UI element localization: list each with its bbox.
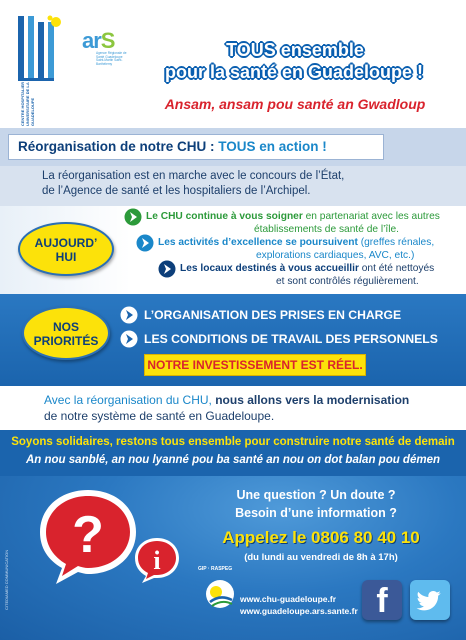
today-item-3-line2: et sont contrôlés régulièrement. [276,276,419,287]
today-badge-label: AUJOURD’ HUI [34,236,98,264]
question-line-2: Besoin d’une information ? [235,506,397,520]
twitter-icon[interactable] [410,580,450,620]
facebook-icon[interactable]: f [362,580,402,620]
question-bubble-icon [34,486,142,586]
gip-raspeg-label: GIP · RASPEG [198,566,233,572]
investment-text: NOTRE INVESTISSEMENT EST RÉEL. [147,358,363,372]
ars-logo [82,28,132,68]
today-item-2: Les activités d’excellence se poursuivent (greffes rénales, [158,237,435,248]
intro-text: La réorganisation est en marche avec le concours de l’État, de l’Agence de santé et les hospitaliers de l’Archipel. [42,170,345,197]
url-ars[interactable]: www.guadeloupe.ars.sante.fr [240,606,358,616]
phone-number[interactable]: Appelez le 0806 80 40 10 [222,528,420,547]
today-badge [18,222,114,276]
solidarity-french: Soyons solidaires, restons tous ensemble pour construire notre santé de demain [11,436,455,448]
info-bubble-icon [132,536,182,584]
today-item-1: Le CHU continue à vous soigner en partenariat avec les autres [146,211,440,222]
svg-text:?: ? [72,506,104,564]
priorities-badge-label: NOS PRIORITÉS [33,320,99,348]
gip-raspeg-logo [200,572,240,612]
question-line-1: Une question ? Un doute ? [236,488,396,502]
priorities-badge [22,306,110,360]
creole-subtitle: Ansam, ansam pou santé an Gwadloup [164,96,426,112]
svg-text:i: i [153,546,161,575]
chevron-right-icon [120,330,138,348]
solidarity-creole: An nou sanblé, an nou lyanné pou ba santé an nou on dot balan pou démen [25,454,441,466]
credits: CITEDIAMED COMMUNICATION [4,549,9,610]
main-title-line2: pour la santé en Guadeloupe ! [164,62,424,82]
opening-hours: (du lundi au vendredi de 8h à 17h) [244,552,398,563]
chevron-right-icon [158,260,176,278]
priority-item-2: LES CONDITIONS DE TRAVAIL DES PERSONNELS [144,332,438,346]
today-item-1-line2: établissements de santé de l’île. [254,224,399,235]
main-title-line1: TOUS ensemble [226,40,364,60]
url-chu[interactable]: www.chu-guadeloupe.fr [240,594,337,604]
chevron-right-icon [136,234,154,252]
today-item-3: Les locaux destinés à vous accueillir ont été nettoyés [180,263,435,274]
chu-logo-text: CENTRE HOSPITALIER UNIVERSITAIRE DE LA GUADELOUPE [20,81,35,126]
ars-logo-wordmark: arS [82,28,115,53]
today-item-2-line2: explorations cardiaques, AVC, etc.) [256,250,415,261]
chevron-right-icon [124,208,142,226]
ars-logo-subtitle: Agence Régionale de Santé Guadeloupe Saint-Martin Saint-Barthélemy [96,51,127,66]
priority-item-1: L’ORGANISATION DES PRISES EN CHARGE [144,308,402,322]
modernisation-text: Avec la réorganisation du CHU, nous allons vers la modernisation de notre système de santé en Guadeloupe. [44,393,410,423]
chevron-right-icon [120,306,138,324]
reorg-title: Réorganisation de notre CHU : TOUS en action ! [18,139,327,154]
